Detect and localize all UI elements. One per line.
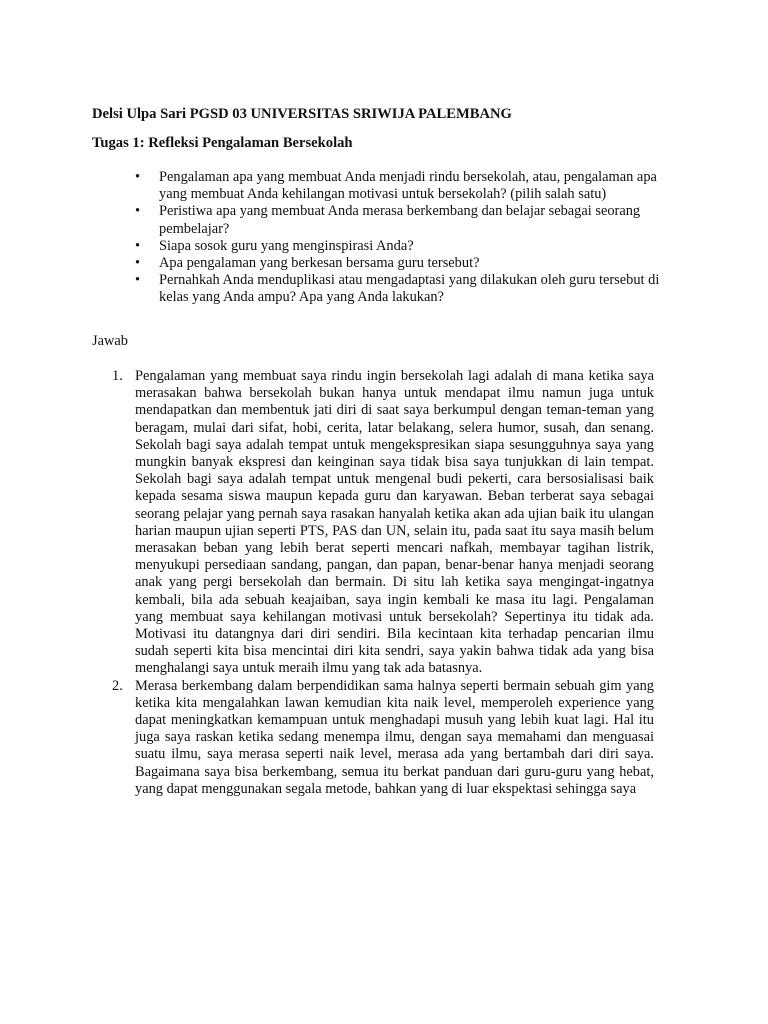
- question-item: • Peristiwa apa yang membuat Anda merasa berkembang dan belajar sebagai seorang pembelajar?: [92, 203, 669, 237]
- answer-label: Jawab: [92, 333, 128, 349]
- document-header: Delsi Ulpa Sari PGSD 03 UNIVERSITAS SRIWIJA PALEMBANG: [92, 106, 512, 122]
- answer-text: Merasa berkembang dalam berpendidikan sama halnya seperti bermain sebuah gim yang ketika kita mengalahkan lawan kemudian kita naik level, memperoleh experience yang dapat meningkatkan kemampuan untuk menghadapi musuh yang lebih kuat lagi. Hal itu juga saya raskan ketika sedang menempa ilmu, dengan saya memahami dan menguasai suatu ilmu, saya merasa seperti naik level, merasa ada yang bertambah dari diri saya. Bagaimana saya bisa berkembang, semua itu berkat panduan dari guru-guru yang hebat, yang dapat menggunakan segala metode, bahkan yang di luar ekspektasi sehingga saya: [135, 677, 654, 797]
- question-list: [92, 169, 672, 307]
- question-item: • Pernahkah Anda menduplikasi atau mengadaptasi yang dilakukan oleh guru tersebut di kelas yang Anda ampu? Apa yang Anda lakukan?: [92, 272, 669, 306]
- question-item: • Apa pengalaman yang berkesan bersama guru tersebut?: [92, 255, 669, 272]
- answer-number: 1.: [112, 368, 123, 384]
- question-item: • Siapa sosok guru yang menginspirasi Anda?: [92, 238, 669, 255]
- question-item: • Pengalaman apa yang membuat Anda menjadi rindu bersekolah, atau, pengalaman apa yang membuat Anda kehilangan motivasi untuk bersekolah? (pilih salah satu): [92, 169, 669, 203]
- answer-number: 2.: [112, 677, 123, 694]
- answer-item: [92, 368, 654, 678]
- answer-text: Pengalaman yang membuat saya rindu ingin bersekolah lagi adalah di mana ketika saya merasakan bahwa bersekolah bukan hanya untuk mendapat ilmu namun juga untuk mendapatkan dan membentuk jati diri di saat saya berkumpul dengan teman-teman yang beragam, mulai dari sifat, hobi, cerita, latar belakang, selera humor, susah, dan senang. Sekolah bagi saya adalah tempat untuk mengekspresikan siapa sesungguhnya saya yang mungkin banyak ekspresi dan keinginan saya tidak bisa saya tunjukkan di lain tempat. Sekolah bagi saya adalah tempat untuk mengenal budi pekerti, cara bersosialisasi baik kepada sesama siswa maupun kepada guru dan karyawan. Beban terberat saya sebagai seorang pelajar yang pernah saya rasakan hanyalah ketika akan ada ujian baik itu ulangan harian maupun ujian seperti PTS, PAS dan UN, selain itu, pada saat itu saya masih belum merasakan beban yang lebih berat seperti mencari nafkah, membayar tagihan listrik, menyukupi persediaan sandang, pangan, dan papan, benar-benar hanya menjadi seorang anak yang pergi bersekolah dan bermain. Di situ lah ketika saya mengingat-ingatnya kembali, bila ada sebuah keajaiban, saya ingin kembali ke masa itu lagi. Pengalaman yang membuat saya kehilangan motivasi untuk bersekolah? Sepertinya itu tidak ada. Motivasi itu datangnya dari diri sendiri. Bila kecintaan kita terhadap pencarian ilmu sudah seperti kita bisa mencintai diri kita sendri, saya yakin bahwa tidak ada yang bisa menghalangi saya untuk meraih ilmu yang tak ada batasnya.: [135, 368, 654, 677]
- answer-item: [92, 678, 654, 798]
- answer-list: [92, 368, 662, 798]
- assignment-title: Tugas 1: Refleksi Pengalaman Bersekolah: [92, 135, 353, 151]
